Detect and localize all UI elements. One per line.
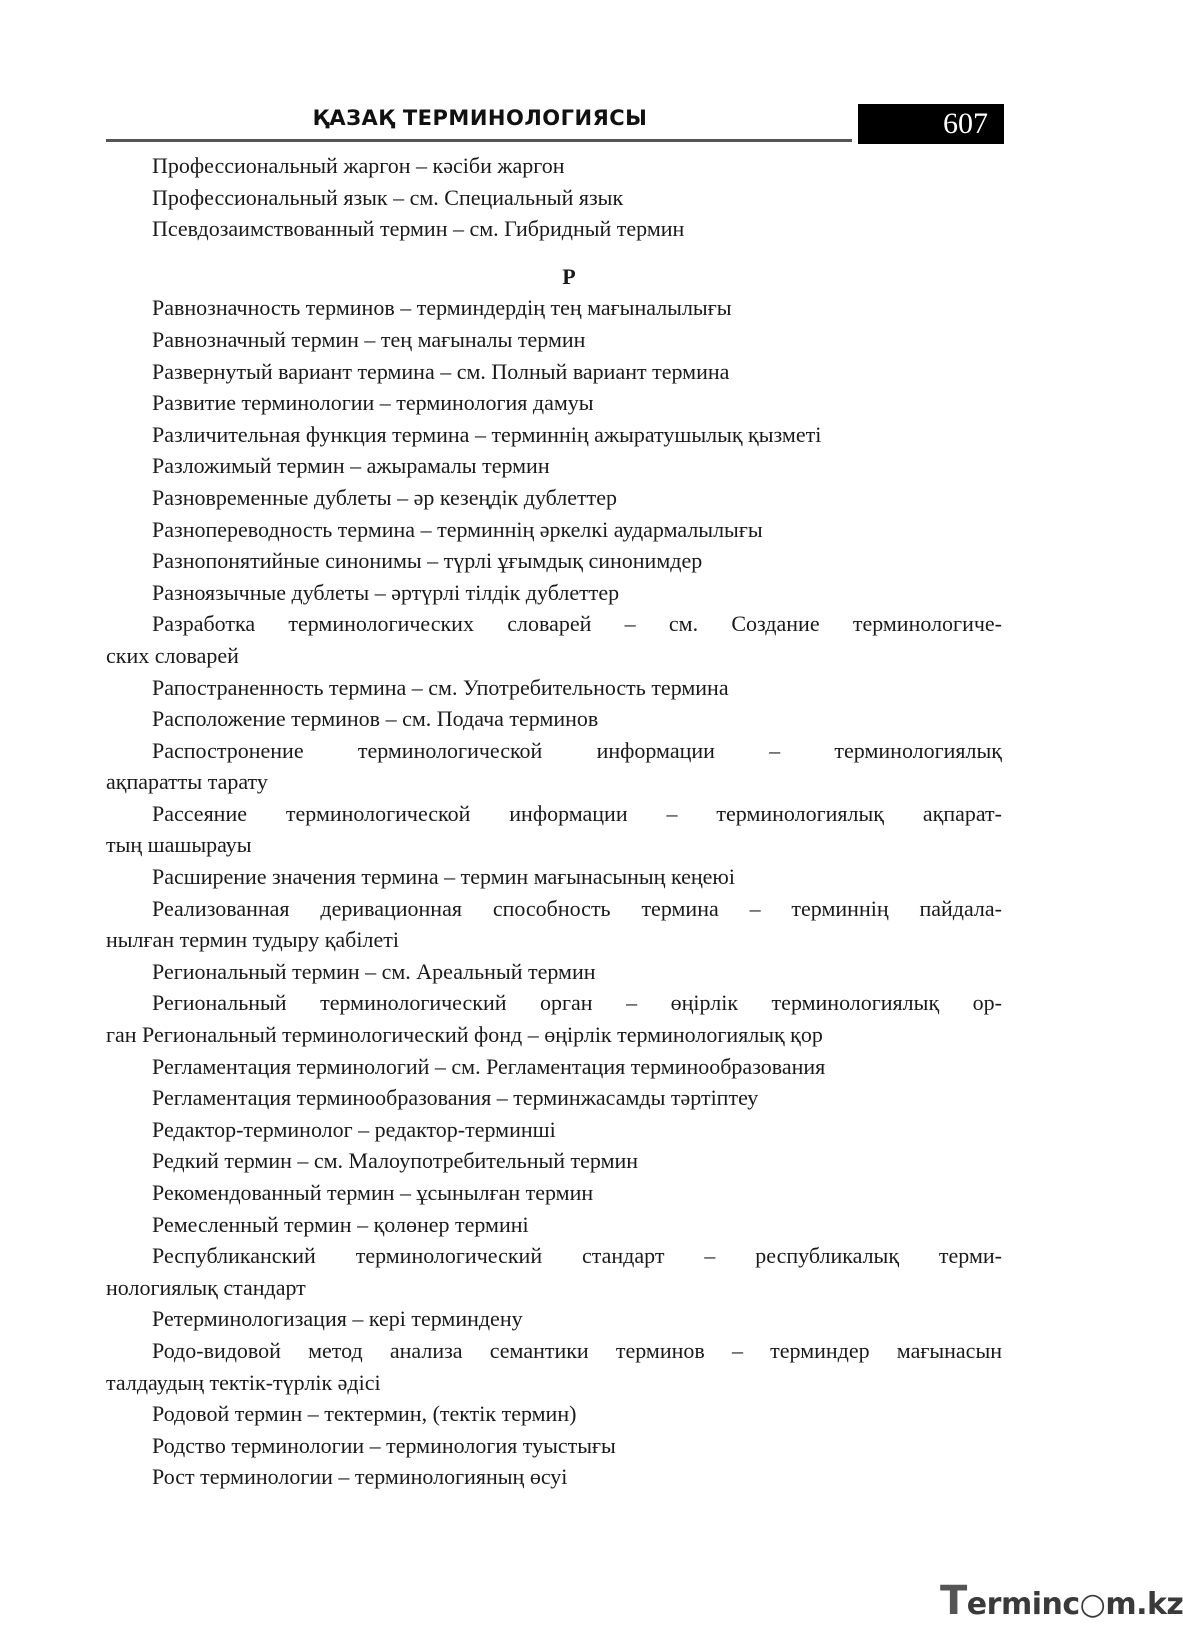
entry-line: Редактор-терминолог – редактор-терминші (152, 1116, 556, 1142)
entry-line: Развитие терминологии – терминология дамуы (152, 390, 594, 416)
entry-line: Ремесленный термин – қолөнер термині (152, 1211, 529, 1237)
entry-line: Родовой термин – тектермин, (тектік термин) (152, 1401, 577, 1427)
entry-line: Разложимый термин – ажырамалы термин (152, 453, 550, 479)
watermark-text: erminc (966, 1587, 1080, 1622)
entry-line: Разновременные дублеты – әр кезеңдік дублеттер (152, 484, 618, 510)
header-title: ҚАЗАҚ ТЕРМИНОЛОГИЯСЫ (312, 106, 648, 130)
watermark-o-icon: ○ (1079, 1587, 1106, 1622)
entry-line: Регламентация терминообразования – терминжасамды тәртіптеу (152, 1085, 759, 1111)
entry-continuation: нологиялық стандарт (106, 1274, 306, 1300)
entry-line: Расширение значения термина – термин мағынасының кеңеюі (152, 864, 735, 890)
entry-line: Региональный термин – см. Ареальный термин (152, 958, 596, 984)
entry-continuation: ган Региональный терминологический фонд – өңірлік терминологиялық қор (106, 1022, 823, 1048)
watermark-initial: T (940, 1578, 967, 1624)
entry-line: Равнозначный термин – тең мағыналы термин (152, 326, 586, 352)
entry-continuation: тың шашырауы (106, 832, 252, 858)
section-letter: Р (562, 263, 576, 289)
entry-line: Расположение терминов – см. Подача терминов (152, 706, 599, 732)
site-watermark (940, 1578, 1183, 1624)
entry-line: Региональный терминологический орган – өңірлік терминологиялық ор- (152, 990, 1002, 1016)
entry-line: Профессиональный жаргон – кәсіби жаргон (152, 153, 565, 178)
entry-line: Разнопереводность термина – терминнің әркелкі аудармалылығы (152, 516, 763, 542)
entry-line: Рекомендованный термин – ұсынылған термин (152, 1180, 594, 1205)
entry-line: Развернутый вариант термина – см. Полный вариант термина (152, 358, 730, 384)
entry-line: Родство терминологии – терминология туыстығы (152, 1432, 616, 1458)
entry-continuation: ақпаратты тарату (106, 769, 268, 795)
running-header (106, 104, 1006, 144)
entry-line: Разноязычные дублеты – әртүрлі тілдік дублеттер (152, 579, 620, 605)
entry-line: Родо-видовой метод анализа семантики терминов – терминдер мағынасын (152, 1337, 1002, 1363)
entry-line: Республиканский терминологический стандарт – республикалық терми- (152, 1243, 1002, 1269)
glossary-content (106, 150, 1002, 1493)
entry-line: Разнопонятийные синонимы – түрлі ұғымдық синонимдер (152, 548, 703, 574)
entry-line: Редкий термин – см. Малоупотребительный термин (152, 1148, 639, 1174)
entry-line: Рапостраненность термина – см. Употребительность термина (152, 674, 729, 700)
entry-line: Разработка терминологических словарей – см. Создание терминологиче- (152, 611, 1002, 637)
entry-line: Профессиональный язык – см. Специальный язык (152, 184, 624, 210)
entry-line: Распостронение терминологической информации – терминологиялық (152, 737, 1002, 763)
page-number: 607 (858, 104, 1004, 144)
entry-line: Псевдозаимствованный термин – см. Гибридный термин (152, 216, 685, 242)
entry-line: Рост терминологии – терминологияның өсуі (152, 1464, 568, 1490)
watermark-tail: m.kz (1105, 1587, 1183, 1622)
entry-line: Различительная функция термина – терминнің ажыратушылық қызметі (152, 421, 822, 447)
entry-line: Ретерминологизация – кері терминдену (152, 1306, 523, 1332)
entry-line: Реализованная деривационная способность термина – терминнің пайдала- (152, 895, 1002, 921)
entry-line: Рассеяние терминологической информации – терминологиялық ақпарат- (152, 800, 1002, 826)
entry-continuation: нылған термин тудыру қабілеті (106, 927, 399, 953)
entry-continuation: ских словарей (106, 642, 239, 668)
entry-continuation: талдаудың тектік-түрлік әдісі (106, 1369, 381, 1395)
entry-line: Регламентация терминологий – см. Регламентация терминообразования (152, 1053, 826, 1079)
entry-line: Равнозначность терминов – терминдердің тең мағыналылығы (152, 295, 732, 321)
header-rule (106, 139, 852, 142)
